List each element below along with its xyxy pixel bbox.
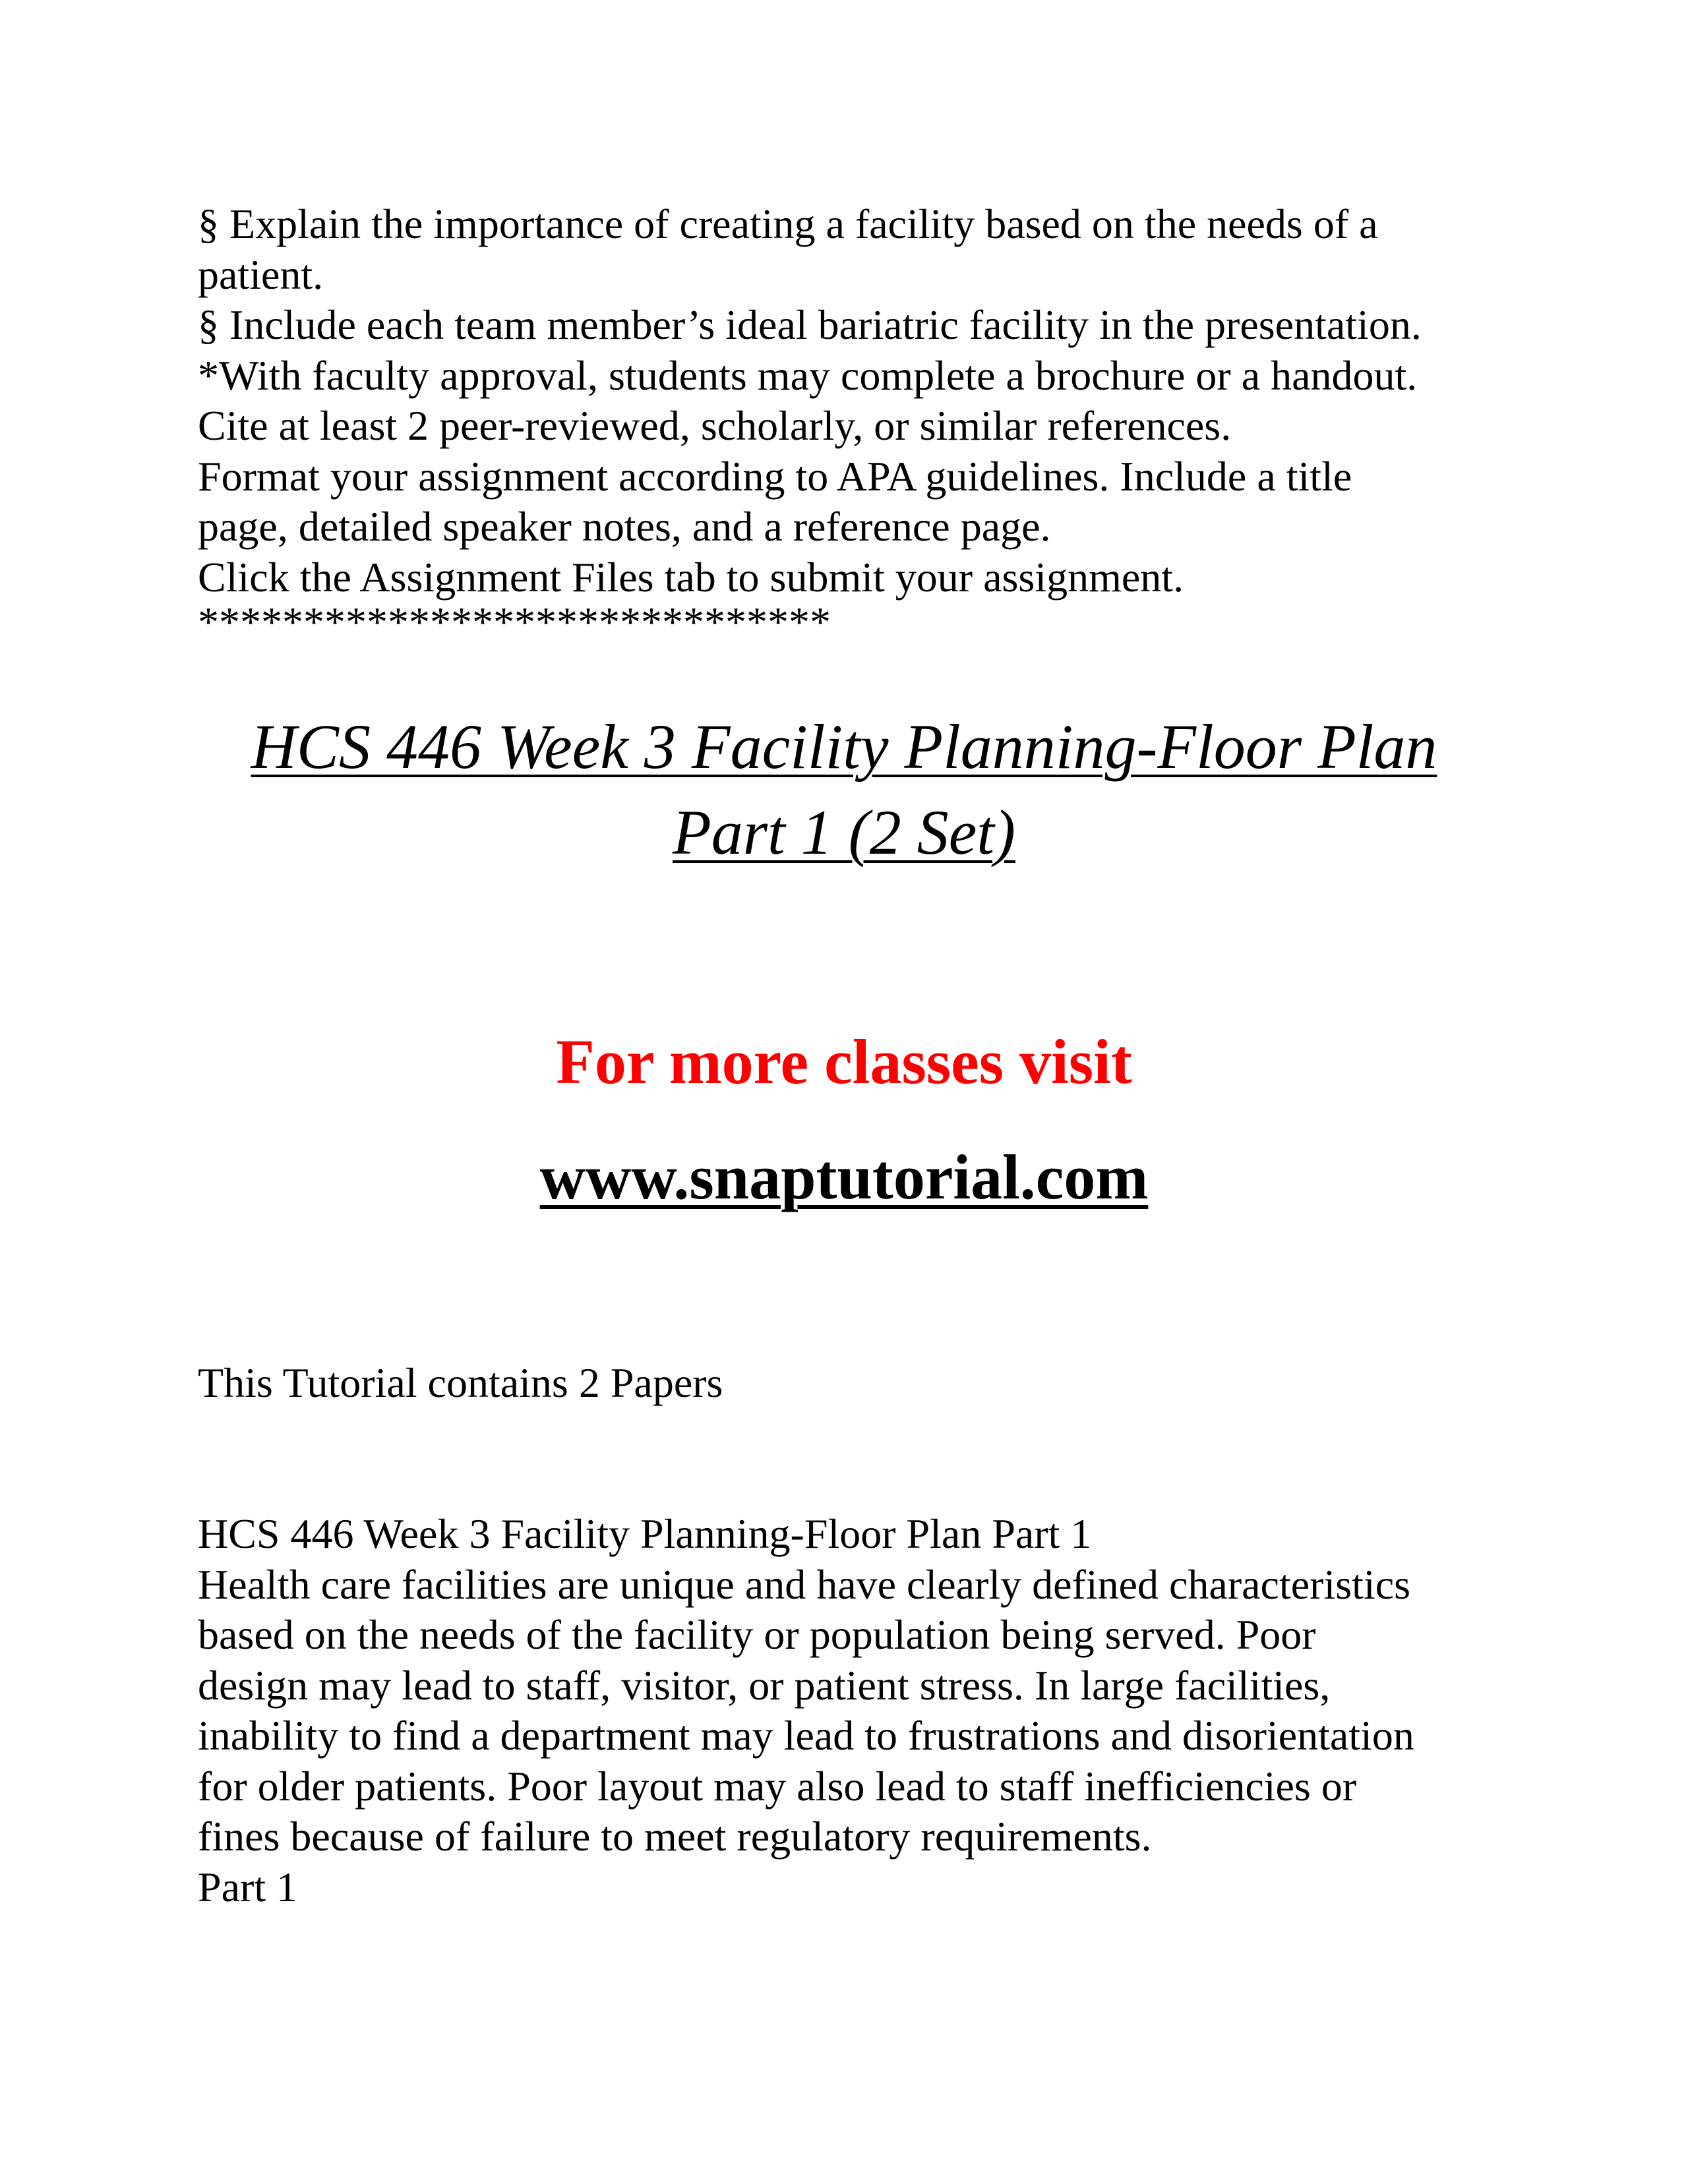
instruction-line: § Explain the importance of creating a facility based on the needs of a [198, 200, 1378, 247]
paper-line: Health care facilities are unique and have clearly defined characteristics [198, 1560, 1410, 1608]
instruction-line: Click the Assignment Files tab to submit your assignment. [198, 553, 1184, 601]
instruction-line: page, detailed speaker notes, and a reference page. [198, 503, 1051, 550]
paper-line: inability to find a department may lead to frustrations and disorientation [198, 1712, 1414, 1759]
paper-line: for older patients. Poor layout may also lead to staff inefficiencies or [198, 1762, 1357, 1810]
paper-line: design may lead to staff, visitor, or patient stress. In large facilities, [198, 1661, 1331, 1709]
promo-url-link[interactable]: www.snaptutorial.com [539, 1142, 1149, 1212]
promo-text: For more classes visit [556, 1026, 1132, 1097]
document-title [0, 704, 1688, 875]
paper-heading: HCS 446 Week 3 Facility Planning-Floor Plan Part 1 [198, 1510, 1092, 1557]
title-line-2: Part 1 (2 Set) [673, 797, 1015, 868]
paper-line: based on the needs of the facility or population being served. Poor [198, 1611, 1316, 1658]
instruction-line: *With faculty approval, students may complete a brochure or a handout. [198, 351, 1418, 399]
instruction-line: patient. [198, 251, 324, 298]
instruction-line: Format your assignment according to APA guidelines. Include a title [198, 452, 1352, 500]
assignment-instructions [198, 199, 1422, 645]
tutorial-note: This Tutorial contains 2 Papers [198, 1359, 723, 1406]
title-line-1: HCS 446 Week 3 Facility Planning-Floor Plan [251, 711, 1437, 782]
asterisk-separator: ****************************** [198, 599, 831, 645]
paper-description [198, 1509, 1414, 1912]
instruction-line: § Include each team member’s ideal bariatric facility in the presentation. [198, 301, 1422, 348]
paper-part-label: Part 1 [198, 1863, 298, 1910]
promo-url-container [0, 1141, 1688, 1214]
paper-line: fines because of failure to meet regulatory requirements. [198, 1813, 1152, 1860]
instruction-line: Cite at least 2 peer-reviewed, scholarly, or similar references. [198, 402, 1232, 449]
